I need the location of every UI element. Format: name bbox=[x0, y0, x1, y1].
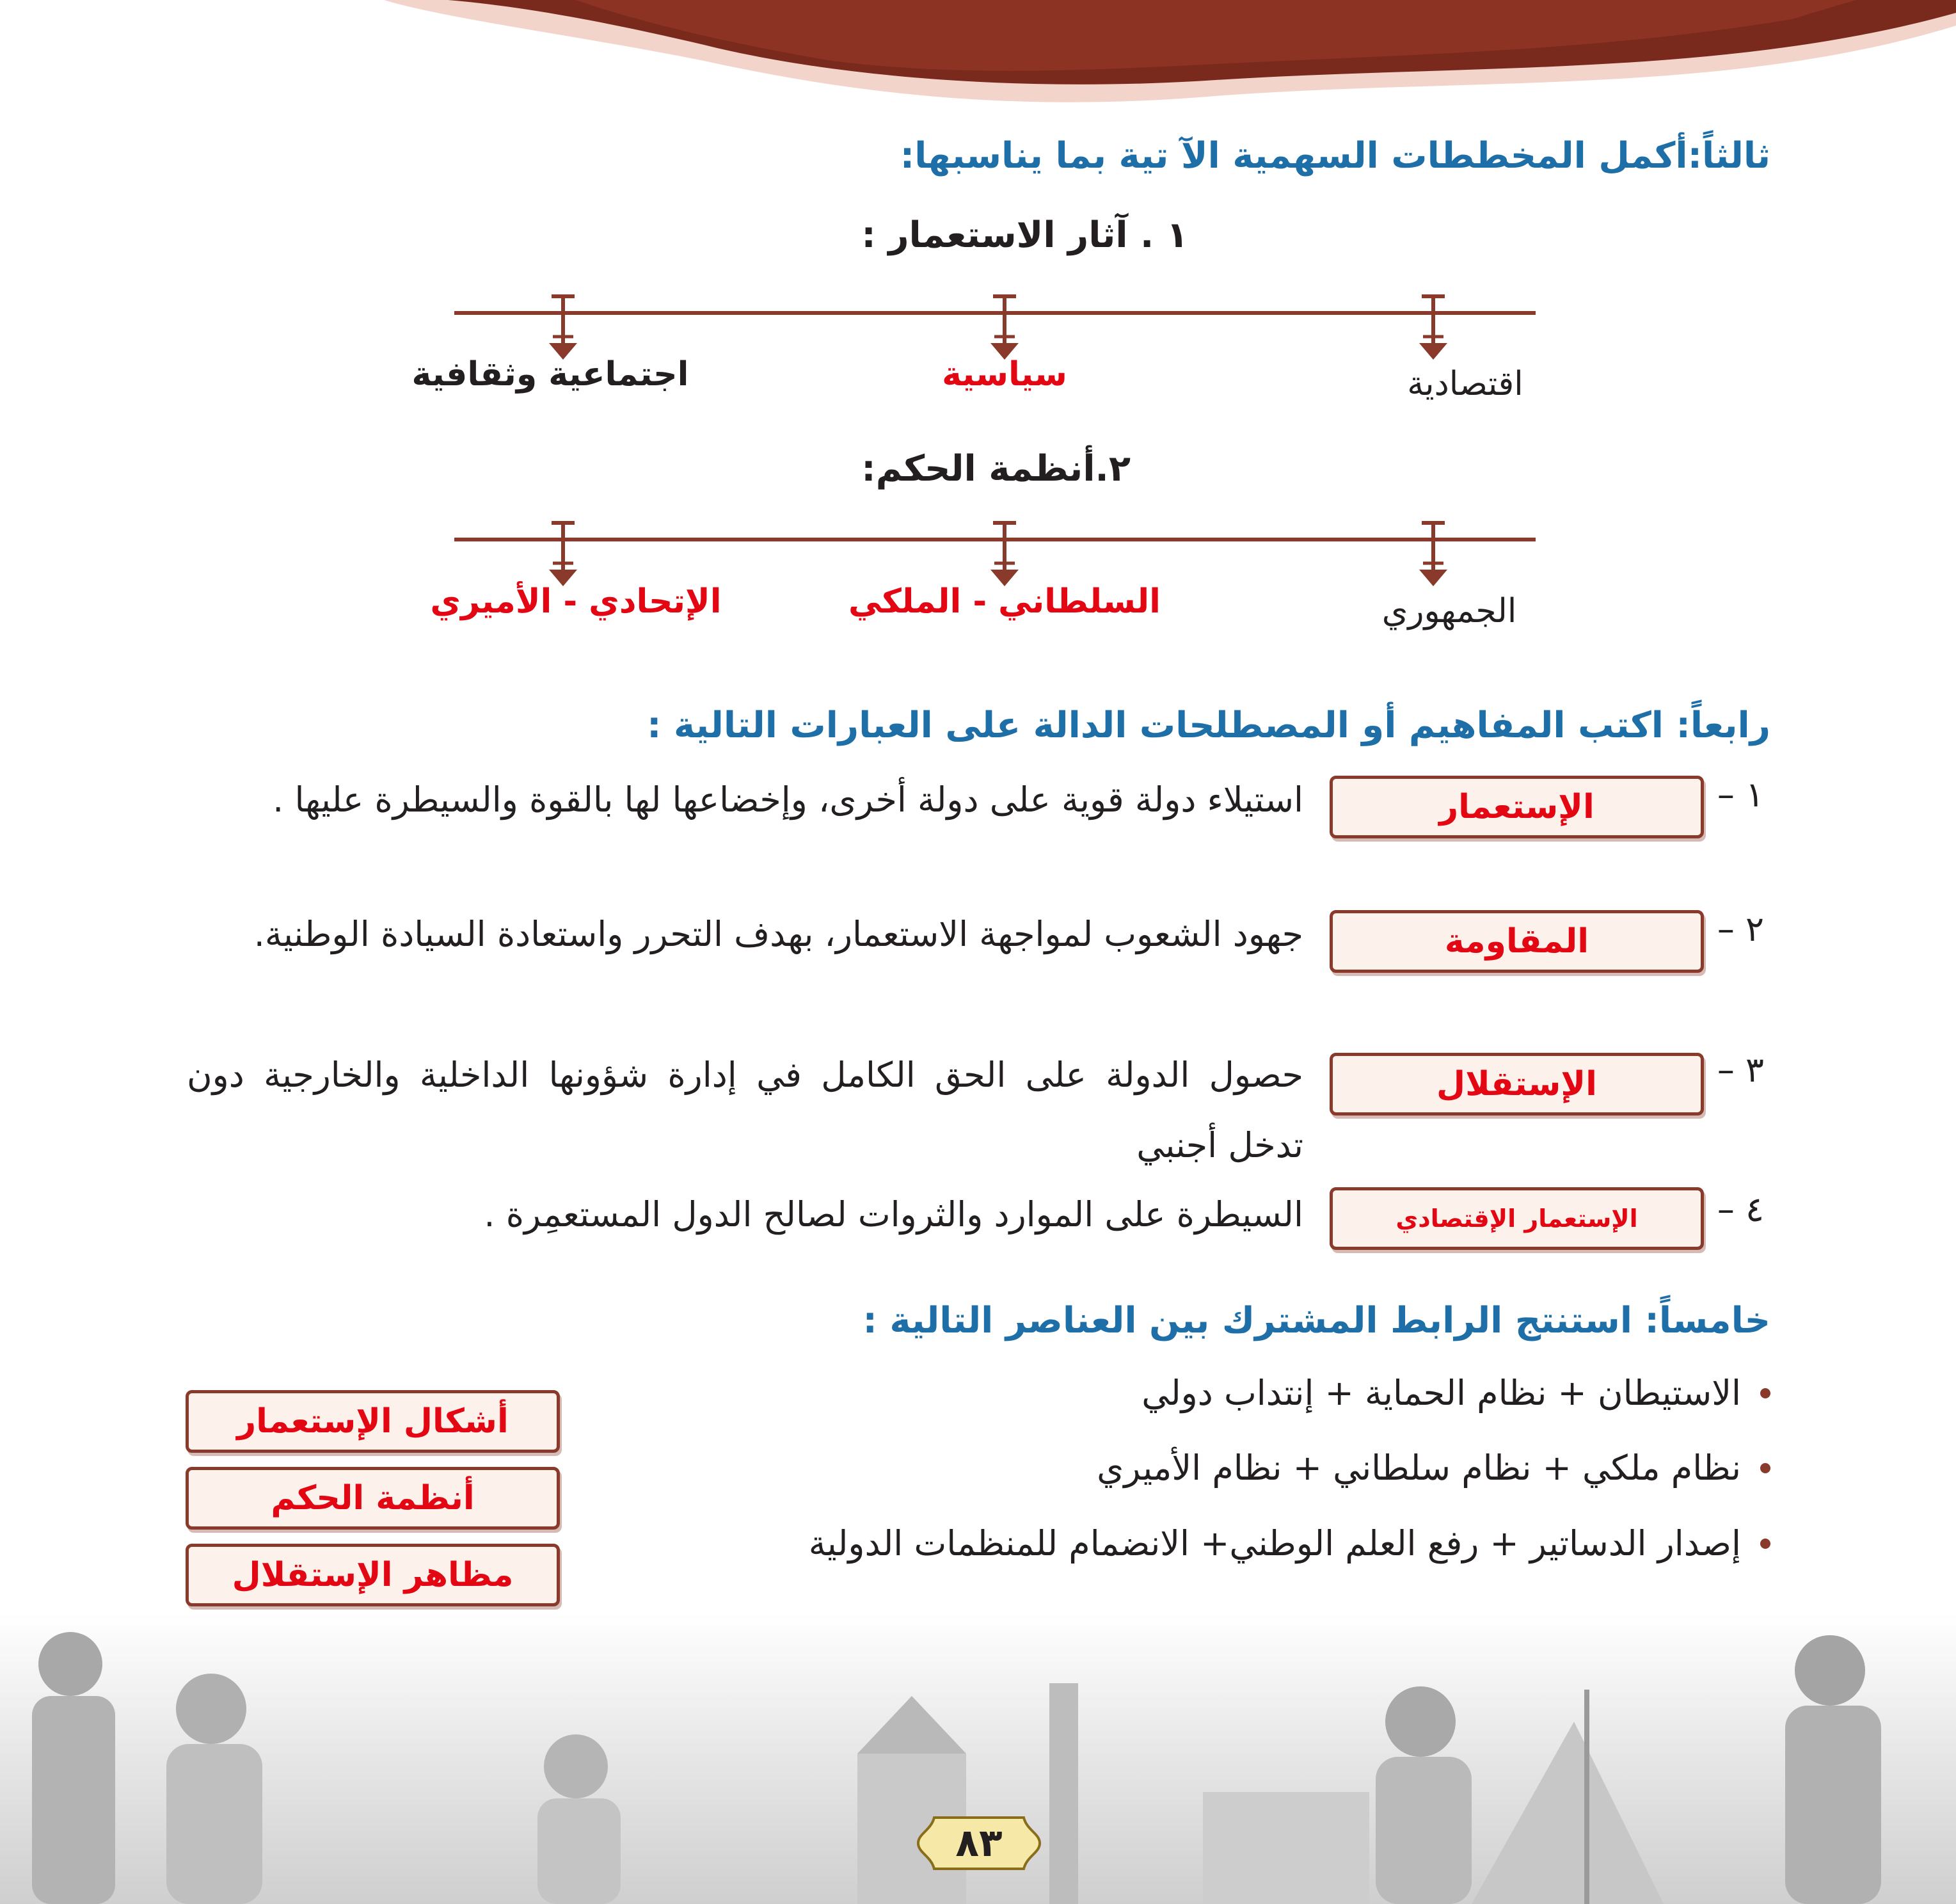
bullet-text: نظام ملكي + نظام سلطاني + نظام الأميري bbox=[1097, 1448, 1741, 1488]
section4-title: رابعاً: اكتب المفاهيم أو المصطلحات الدالة على العبارات التالية : bbox=[647, 705, 1770, 746]
item3-number: ٣ – bbox=[1717, 1050, 1764, 1090]
arrow-down-icon bbox=[544, 293, 582, 364]
diagram2-branch-sultanate: السلطاني - الملكي bbox=[848, 582, 1161, 621]
bullet-dot-icon bbox=[1760, 1539, 1770, 1549]
page-number: ٨٣ bbox=[955, 1821, 1003, 1866]
answer-box-2: أنظمة الحكم bbox=[186, 1467, 560, 1530]
item2-definition: جهود الشعوب لمواجهة الاستعمار، بهدف التحرر واستعادة السيادة الوطنية. bbox=[253, 914, 1303, 954]
bullet-text: إصدار الدساتير + رفع العلم الوطني+ الانضمام للمنظمات الدولية bbox=[808, 1523, 1741, 1564]
bullet-item bbox=[1097, 1448, 1770, 1488]
diagram2-title: ٢.أنظمة الحكم: bbox=[861, 448, 1131, 490]
answer-box-1: أشكال الإستعمار bbox=[186, 1390, 560, 1453]
answer-box-3: مظاهر الإستقلال bbox=[186, 1544, 560, 1606]
diagram2-branch-republic: الجمهوري bbox=[1381, 592, 1517, 630]
diagram1-branch-political: سياسية bbox=[942, 355, 1067, 394]
arrow-down-icon bbox=[1414, 520, 1452, 590]
item2-term-box: المقاومة bbox=[1330, 910, 1704, 973]
section3-title: ثالثاً:أكمل المخططات السهمية الآ تية بما يناسبها: bbox=[900, 135, 1770, 177]
bullet-dot-icon bbox=[1760, 1463, 1770, 1473]
diagram1-title: ١ . آثار الاستعمار : bbox=[861, 214, 1188, 256]
bullet-item bbox=[1141, 1373, 1770, 1413]
section5-title: خامساً: استنتج الرابط المشترك بين العناصر التالية : bbox=[863, 1300, 1770, 1341]
arrow-down-icon bbox=[985, 520, 1024, 590]
item1-number: ١ – bbox=[1717, 774, 1764, 815]
bullet-dot-icon bbox=[1760, 1388, 1770, 1398]
arrow-down-icon bbox=[544, 520, 582, 590]
item4-definition: السيطرة على الموارد والثروات لصالح الدول المستعمِرة . bbox=[484, 1194, 1303, 1235]
item3-term-box: الإستقلال bbox=[1330, 1053, 1704, 1116]
diagram1-branch-social: اجتماعية وثقافية bbox=[411, 355, 689, 394]
item1-term-box: الإستعمار bbox=[1330, 776, 1704, 838]
header-decoration bbox=[0, 0, 1956, 128]
item2-number: ٢ – bbox=[1717, 909, 1764, 949]
item3-definition: حصول الدولة على الحق الكامل في إدارة شؤونها الداخلية والخارجية دون تدخل أجنبي bbox=[187, 1055, 1303, 1165]
item4-number: ٤ – bbox=[1717, 1189, 1764, 1229]
diagram2-branch-federal: الإتحادي - الأميري bbox=[430, 582, 722, 621]
arrow-down-icon bbox=[985, 293, 1024, 364]
diagram1-branch-economic: اقتصادية bbox=[1407, 365, 1523, 403]
item1-definition: استيلاء دولة قوية على دولة أخرى، وإخضاعها لها بالقوة والسيطرة عليها . bbox=[273, 780, 1303, 820]
bullet-item bbox=[809, 1523, 1770, 1564]
arrow-down-icon bbox=[1414, 293, 1452, 364]
bullet-text: الاستيطان + نظام الحماية + إنتداب دولي bbox=[1141, 1373, 1741, 1413]
item4-term-box: الإستعمار الإقتصادي bbox=[1330, 1187, 1704, 1250]
